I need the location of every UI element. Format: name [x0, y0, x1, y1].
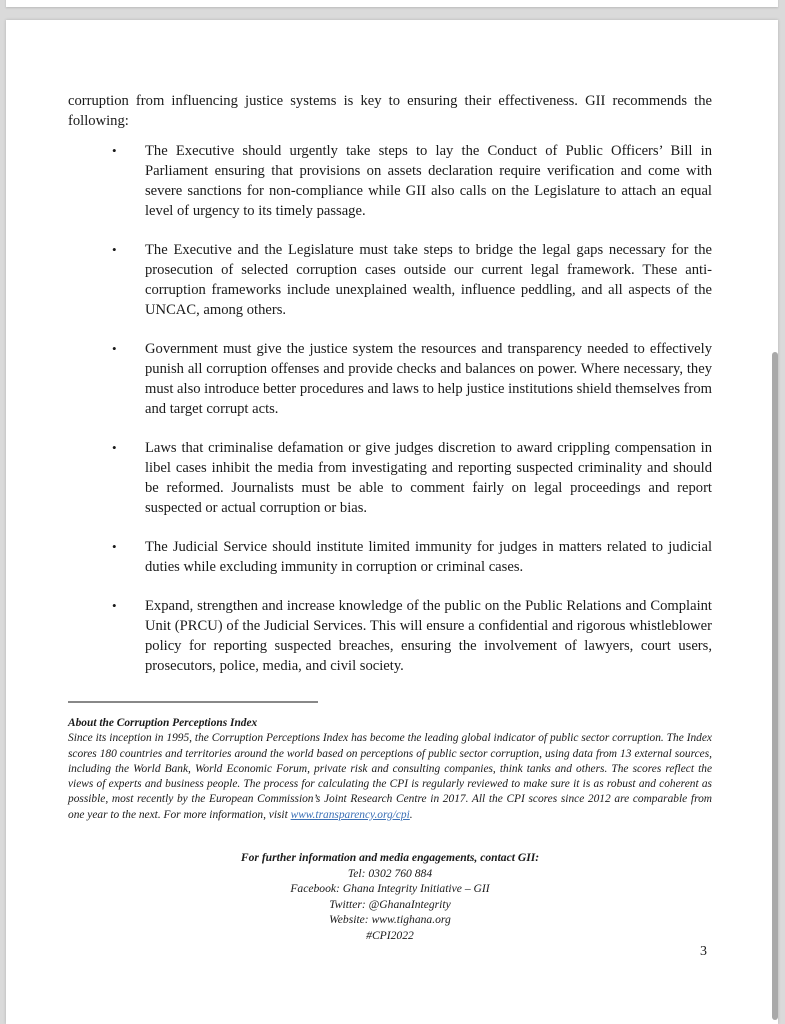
recommendation-item: [68, 537, 712, 577]
contact-twitter: Twitter: @GhanaIntegrity: [329, 897, 451, 911]
recommendation-text: Expand, strengthen and increase knowledge of the public on the Public Relations and Complaint Unit (PRCU) of the Judicial Services. This will ensure a confidential and rigorous whistleblower policy for reporting suspected breaches, ensuring the involvement of lawyers, court users, prosecutors, police, media, and civil society.: [145, 598, 712, 674]
recommendation-text: Government must give the justice system the resources and transparency needed to effectively punish all corruption offenses and provide checks and balances on power. Where necessary, they must also introduce better procedures and laws to help justice institutions shield themselves from and target corrupt acts.: [145, 341, 713, 417]
contact-facebook: Facebook: Ghana Integrity Initiative – GII: [290, 882, 490, 896]
contact-title: For further information and media engagements, contact GII:: [240, 851, 540, 864]
recommendation-item: [68, 141, 712, 221]
previous-page-edge: [6, 0, 778, 7]
about-cpi-body: Since its inception in 1995, the Corruption Perceptions Index has become the leading global indicator of public sector corruption. The Index scores 180 countries and territories around the world based on perceptions of public sector corruption, using data from 13 external sources, including the World Bank, World Economic Forum, private risk and consulting companies, think tanks and others. The scores reflect the views of experts and business people. The process for calculating the CPI is regularly reviewed to make sure it is as robust and coherent as possible, most recently by the European Commission’s Joint Research Centre in 2017. All the CPI scores since 2012 are comparable from one year to the next. For more information, visit: [68, 732, 712, 821]
recommendation-text: The Judicial Service should institute limited immunity for judges in matters related to judicial duties while excluding immunity in corruption or criminal cases.: [145, 539, 712, 575]
recommendation-item: [68, 339, 712, 419]
bullet-icon: •: [112, 143, 117, 158]
contact-tel: Tel: 0302 760 884: [347, 866, 433, 880]
bullet-icon: •: [112, 440, 117, 455]
intro-paragraph: corruption from influencing justice systems is key to ensuring their effectiveness. GII recommends the following:: [68, 93, 712, 129]
vertical-scrollbar[interactable]: [772, 20, 778, 1020]
transparency-link[interactable]: www.transparency.org/cpi: [290, 808, 410, 821]
bullet-icon: •: [112, 598, 117, 613]
contact-website: Website: www.tighana.org: [329, 913, 451, 927]
bullet-icon: •: [112, 341, 117, 356]
contact-hashtag: #CPI2022: [366, 928, 414, 942]
bullet-icon: •: [112, 242, 117, 257]
recommendation-item: [68, 438, 712, 518]
about-cpi-trailing: .: [409, 808, 413, 821]
recommendation-item: [68, 596, 712, 676]
footnote-divider: [68, 701, 318, 703]
page-body: [68, 91, 712, 695]
contact-section: [68, 850, 712, 944]
recommendations-list: [68, 141, 712, 676]
about-cpi-section: [68, 716, 712, 823]
recommendation-item: [68, 240, 712, 320]
recommendation-text: Laws that criminalise defamation or give judges discretion to award crippling compensation in libel cases inhibit the media from investigating and reporting suspected criminality and should be reformed. Journalists must be able to comment fairly on legal proceedings and report suspected or actual corruption or bias.: [145, 440, 712, 516]
recommendation-text: The Executive should urgently take steps to lay the Conduct of Public Officers’ Bill in Parliament ensuring that provisions on assets declaration require verification and come with severe sanctions for non-compliance while GII also calls on the Legislature to attach an equal level of urgency to its timely passage.: [145, 143, 712, 219]
recommendation-text: The Executive and the Legislature must take steps to bridge the legal gaps necessary for the prosecution of selected corruption cases outside our current legal framework. These anti-corruption frameworks include unexplained wealth, influence peddling, and all aspects of the UNCAC, among others.: [145, 242, 712, 318]
scrollbar-thumb[interactable]: [772, 352, 778, 1020]
about-cpi-title: About the Corruption Perceptions Index: [68, 717, 258, 729]
bullet-icon: •: [112, 539, 117, 554]
page-number: 3: [700, 944, 707, 959]
